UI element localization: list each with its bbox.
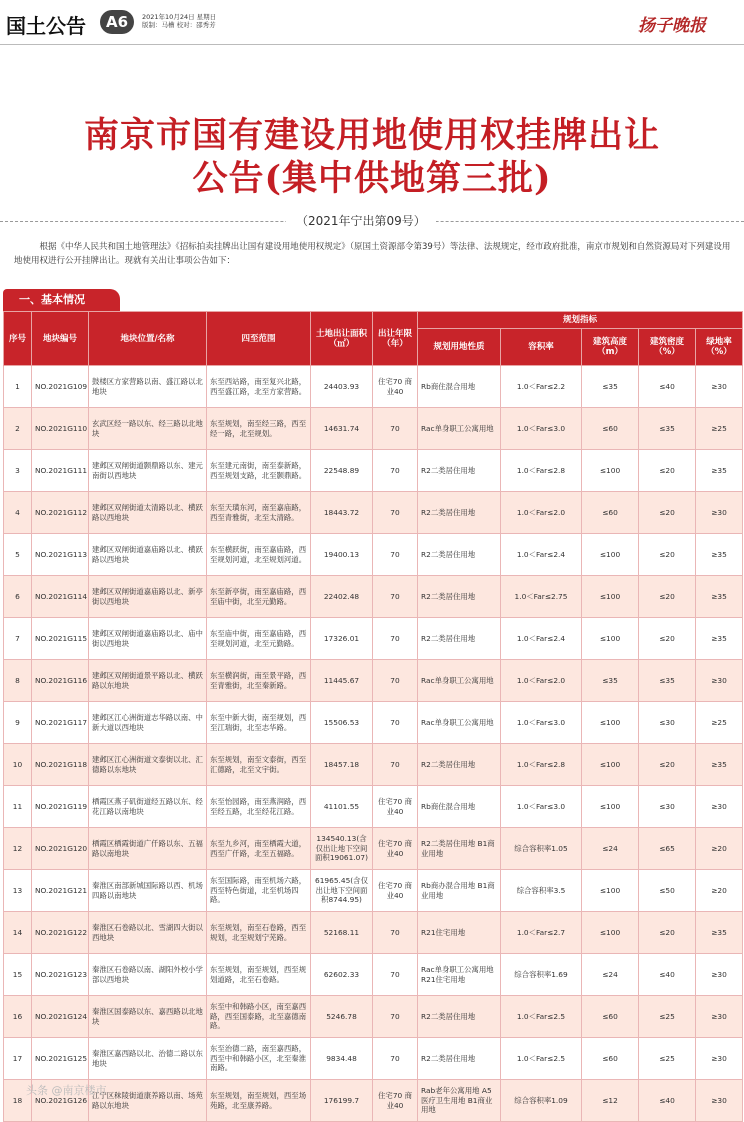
cell-far: 1.0＜Far≤2.5	[501, 1038, 582, 1080]
cell-green: ≥30	[696, 954, 743, 996]
cell-area: 9834.48	[311, 1038, 373, 1080]
date-line-1: 2021年10月24日 星期日	[142, 13, 217, 21]
header-range: 四至范围	[207, 312, 311, 366]
table-row	[4, 870, 743, 912]
cell-use: R2二类居住用地	[418, 492, 501, 534]
cell-density: ≤50	[639, 870, 696, 912]
cell-no: 13	[4, 870, 32, 912]
cell-far: 1.0＜Far≤2.0	[501, 492, 582, 534]
cell-location: 建邺区双闸街道颢鼎路以东、建元南街以西地块	[89, 450, 207, 492]
cell-location: 建邺区双闸街道太清路以北、横跃路以西地块	[89, 492, 207, 534]
cell-years: 住宅70 商业40	[373, 870, 418, 912]
cell-location: 建邺区双闸街道嘉庙路以北、横跃路以西地块	[89, 534, 207, 576]
cell-height: ≤100	[582, 912, 639, 954]
cell-area: 18457.18	[311, 744, 373, 786]
header-far: 容积率	[501, 329, 582, 366]
cell-height: ≤60	[582, 408, 639, 450]
cell-density: ≤65	[639, 828, 696, 870]
cell-location: 建邺区江心洲街道志华路以南、中新大道以西地块	[89, 702, 207, 744]
table-row	[4, 702, 743, 744]
cell-no: 17	[4, 1038, 32, 1080]
cell-green: ≥25	[696, 702, 743, 744]
cell-density: ≤20	[639, 744, 696, 786]
cell-range: 东至规划，南至规划，西至规划道路，北至石卷路。	[207, 954, 311, 996]
table-row	[4, 576, 743, 618]
cell-code: NO.2021G114	[32, 576, 89, 618]
cell-years: 70	[373, 660, 418, 702]
header-planning: 规划指标	[418, 312, 743, 329]
cell-green: ≥35	[696, 576, 743, 618]
cell-no: 5	[4, 534, 32, 576]
header-code: 地块编号	[32, 312, 89, 366]
cell-green: ≥30	[696, 660, 743, 702]
cell-far: 1.0＜Far≤2.5	[501, 996, 582, 1038]
header-height: 建筑高度（m）	[582, 329, 639, 366]
cell-code: NO.2021G115	[32, 618, 89, 660]
cell-height: ≤60	[582, 996, 639, 1038]
cell-no: 1	[4, 366, 32, 408]
cell-code: NO.2021G111	[32, 450, 89, 492]
cell-location: 秦淮区国泰路以东、嘉西路以北地块	[89, 996, 207, 1038]
cell-density: ≤40	[639, 954, 696, 996]
cell-green: ≥35	[696, 534, 743, 576]
cell-range: 东至新亭街，南至嘉庙路，西至庙中街，北至元勤路。	[207, 576, 311, 618]
cell-code: NO.2021G119	[32, 786, 89, 828]
cell-density: ≤20	[639, 534, 696, 576]
date-line-2: 版制：马槽 校对：邵秀芳	[142, 21, 216, 29]
cell-green: ≥30	[696, 786, 743, 828]
cell-height: ≤100	[582, 870, 639, 912]
cell-no: 14	[4, 912, 32, 954]
cell-code: NO.2021G112	[32, 492, 89, 534]
cell-range: 东至中和韩路小区，南至嘉西路，西至国泰路，北至嘉德南路。	[207, 996, 311, 1038]
cell-code: NO.2021G126	[32, 1080, 89, 1122]
cell-no: 12	[4, 828, 32, 870]
cell-years: 70	[373, 1038, 418, 1080]
cell-range: 东至规划，南至石卷路，西至规划，北至规划宁芜路。	[207, 912, 311, 954]
cell-green: ≥30	[696, 366, 743, 408]
cell-years: 70	[373, 618, 418, 660]
cell-location: 建邺区双闸街道景平路以北、横跃路以东地块	[89, 660, 207, 702]
table-row	[4, 618, 743, 660]
headline-line-2: 公告(集中供地第三批)	[192, 158, 552, 199]
cell-far: 综合容积率3.5	[501, 870, 582, 912]
table-row	[4, 954, 743, 996]
cell-height: ≤100	[582, 534, 639, 576]
cell-area: 14631.74	[311, 408, 373, 450]
cell-range: 东至庙中街，南至嘉庙路，西至规划河道，北至元勤路。	[207, 618, 311, 660]
cell-density: ≤20	[639, 618, 696, 660]
cell-code: NO.2021G109	[32, 366, 89, 408]
cell-years: 住宅70 商业40	[373, 1080, 418, 1122]
cell-code: NO.2021G124	[32, 996, 89, 1038]
cell-no: 6	[4, 576, 32, 618]
cell-use: Rac单身职工公寓用地	[418, 408, 501, 450]
header-green: 绿地率（%）	[696, 329, 743, 366]
cell-area: 5246.78	[311, 996, 373, 1038]
cell-location: 秦淮区石卷路以南、湖阳外校小学部以西地块	[89, 954, 207, 996]
cell-range: 东至中新大街，南至规划，西至江瑞街，北至志华路。	[207, 702, 311, 744]
cell-use: Rac单身职工公寓用地	[418, 702, 501, 744]
cell-far: 1.0＜Far≤2.0	[501, 660, 582, 702]
header-no: 序号	[4, 312, 32, 366]
cell-height: ≤100	[582, 702, 639, 744]
issue-date	[142, 13, 292, 29]
cell-no: 9	[4, 702, 32, 744]
cell-range: 东至西站路，南至复兴北路，西至盛江路，北至方家营路。	[207, 366, 311, 408]
table-row	[4, 1080, 743, 1122]
cell-green: ≥30	[696, 492, 743, 534]
cell-location: 建邺区双闸街道嘉庙路以北、新亭街以西地块	[89, 576, 207, 618]
cell-area: 18443.72	[311, 492, 373, 534]
cell-location: 建邺区双闸街道嘉庙路以北、庙中街以西地块	[89, 618, 207, 660]
cell-area: 134540.13(含仅出让地下空间面积19061.07)	[311, 828, 373, 870]
cell-density: ≤25	[639, 1038, 696, 1080]
cell-height: ≤100	[582, 450, 639, 492]
table-row	[4, 492, 743, 534]
cell-no: 2	[4, 408, 32, 450]
cell-range: 东至九乡河，南至栖霞大道，西至广仟路，北至五福路。	[207, 828, 311, 870]
cell-no: 15	[4, 954, 32, 996]
cell-height: ≤100	[582, 618, 639, 660]
cell-no: 7	[4, 618, 32, 660]
cell-far: 1.0＜Far≤2.75	[501, 576, 582, 618]
cell-no: 11	[4, 786, 32, 828]
cell-code: NO.2021G116	[32, 660, 89, 702]
cell-far: 综合容积率1.05	[501, 828, 582, 870]
cell-range: 东至天璜东河，南至嘉庙路，西至青雅街，北至太清路。	[207, 492, 311, 534]
cell-location: 栖霞区燕子矶街道经五路以东、经花江路以南地块	[89, 786, 207, 828]
cell-location: 建邺区江心洲街道文泰街以北、汇德路以东地块	[89, 744, 207, 786]
cell-no: 8	[4, 660, 32, 702]
cell-green: ≥25	[696, 408, 743, 450]
cell-code: NO.2021G121	[32, 870, 89, 912]
cell-far: 综合容积率1.69	[501, 954, 582, 996]
cell-green: ≥30	[696, 1038, 743, 1080]
cell-range: 东至规划，南至规划，西至场苑路，北至康养路。	[207, 1080, 311, 1122]
cell-area: 52168.11	[311, 912, 373, 954]
table-row	[4, 660, 743, 702]
cell-green: ≥35	[696, 450, 743, 492]
cell-no: 18	[4, 1080, 32, 1122]
section-heading: 一、基本情况	[3, 289, 120, 311]
cell-far: 1.0＜Far≤3.0	[501, 786, 582, 828]
cell-use: Rb商住混合用地	[418, 366, 501, 408]
cell-location: 鼓楼区方家营路以南、盛江路以北地块	[89, 366, 207, 408]
cell-far: 1.0＜Far≤2.7	[501, 912, 582, 954]
cell-location: 江宁区秣陵街道康养路以南、场苑路以东地块	[89, 1080, 207, 1122]
cell-height: ≤24	[582, 954, 639, 996]
cell-area: 41101.55	[311, 786, 373, 828]
cell-density: ≤40	[639, 366, 696, 408]
intro-paragraph: 根据《中华人民共和国土地管理法》《招标拍卖挂牌出让国有建设用地使用权规定》（原国土资源部令第39号）等法律、法规规定，经市政府批准，南京市规划和自然资源局对下列建设用地使用权进行公开挂牌出让。现就有关出让事项公告如下：	[14, 242, 731, 266]
header-location: 地块位置/名称	[89, 312, 207, 366]
cell-use: Rb商住混合用地	[418, 786, 501, 828]
cell-code: NO.2021G125	[32, 1038, 89, 1080]
cell-area: 61965.45(含仅出让地下空间面积8744.95)	[311, 870, 373, 912]
cell-use: Rac单身职工公寓用地	[418, 660, 501, 702]
cell-green: ≥35	[696, 618, 743, 660]
cell-years: 70	[373, 450, 418, 492]
cell-area: 24403.93	[311, 366, 373, 408]
cell-range: 东至治德二路，南至嘉西路，西至中和韩路小区，北至秦淮南路。	[207, 1038, 311, 1080]
cell-range: 东至建元南街，南至泰新路，西至规划支路，北至颢鼎路。	[207, 450, 311, 492]
cell-height: ≤35	[582, 660, 639, 702]
cell-years: 70	[373, 534, 418, 576]
table-row	[4, 786, 743, 828]
cell-area: 15506.53	[311, 702, 373, 744]
cell-area: 22402.48	[311, 576, 373, 618]
cell-years: 70	[373, 912, 418, 954]
cell-code: NO.2021G120	[32, 828, 89, 870]
cell-years: 70	[373, 996, 418, 1038]
table-row	[4, 408, 743, 450]
cell-years: 住宅70 商业40	[373, 828, 418, 870]
cell-code: NO.2021G122	[32, 912, 89, 954]
cell-use: R2二类居住用地	[418, 534, 501, 576]
cell-height: ≤24	[582, 828, 639, 870]
cell-green: ≥30	[696, 996, 743, 1038]
cell-years: 70	[373, 492, 418, 534]
cell-area: 19400.13	[311, 534, 373, 576]
cell-no: 3	[4, 450, 32, 492]
cell-location: 秦淮区石卷路以北、雪湖四大街以西地块	[89, 912, 207, 954]
headline-line-1: 南京市国有建设用地使用权挂牌出让	[83, 115, 660, 156]
cell-far: 1.0＜Far≤2.4	[501, 618, 582, 660]
cell-years: 70	[373, 702, 418, 744]
table-row	[4, 912, 743, 954]
cell-years: 70	[373, 576, 418, 618]
cell-use: R2二类居住用地	[418, 996, 501, 1038]
cell-density: ≤20	[639, 576, 696, 618]
header-years: 出让年限（年）	[373, 312, 418, 366]
cell-area: 17326.01	[311, 618, 373, 660]
cell-years: 70	[373, 408, 418, 450]
cell-area: 22548.89	[311, 450, 373, 492]
cell-use: R21住宅用地	[418, 912, 501, 954]
cell-green: ≥30	[696, 1080, 743, 1122]
cell-area: 11445.67	[311, 660, 373, 702]
cell-code: NO.2021G117	[32, 702, 89, 744]
watermark: 头条 @南京楼市	[26, 1084, 107, 1097]
cell-density: ≤40	[639, 1080, 696, 1122]
cell-far: 1.0＜Far≤2.2	[501, 366, 582, 408]
cell-far: 1.0＜Far≤2.8	[501, 450, 582, 492]
newspaper-logo: 扬子晚报	[638, 16, 706, 36]
cell-years: 70	[373, 954, 418, 996]
table-body	[4, 366, 743, 1122]
cell-code: NO.2021G118	[32, 744, 89, 786]
cell-green: ≥35	[696, 912, 743, 954]
cell-location: 秦淮区嘉西路以北、治德二路以东地块	[89, 1038, 207, 1080]
cell-density: ≤20	[639, 450, 696, 492]
cell-use: Rac单身职工公寓用地 R21住宅用地	[418, 954, 501, 996]
header-density: 建筑密度（%）	[639, 329, 696, 366]
cell-range: 东至规划，南至文泰街，西至汇德路，北至文宇街。	[207, 744, 311, 786]
cell-green: ≥20	[696, 828, 743, 870]
cell-height: ≤35	[582, 366, 639, 408]
cell-green: ≥20	[696, 870, 743, 912]
cell-height: ≤60	[582, 492, 639, 534]
cell-far: 1.0＜Far≤3.0	[501, 408, 582, 450]
cell-far: 1.0＜Far≤2.4	[501, 534, 582, 576]
header-area: 土地出让面积（㎡）	[311, 312, 373, 366]
cell-density: ≤25	[639, 996, 696, 1038]
cell-area: 176199.7	[311, 1080, 373, 1122]
table-row	[4, 366, 743, 408]
cell-use: R2二类居住用地	[418, 1038, 501, 1080]
cell-use: Rab老年公寓用地 A5医疗卫生用地 B1商业用地	[418, 1080, 501, 1122]
cell-far: 1.0＜Far≤3.0	[501, 702, 582, 744]
land-table-wrapper	[3, 311, 742, 1115]
cell-height: ≤100	[582, 786, 639, 828]
page-number-badge: A6	[100, 10, 134, 34]
cell-density: ≤30	[639, 786, 696, 828]
cell-use: R2二类居住用地	[418, 576, 501, 618]
cell-height: ≤12	[582, 1080, 639, 1122]
cell-years: 70	[373, 744, 418, 786]
table-row	[4, 534, 743, 576]
cell-area: 62602.33	[311, 954, 373, 996]
cell-location: 栖霞区栖霞街道广仟路以东、五福路以南地块	[89, 828, 207, 870]
cell-location: 秦淮区南部新城国际路以西、机场四路以南地块	[89, 870, 207, 912]
cell-range: 东至国际路，南至机场六路，西至特色街道，北至机场四路。	[207, 870, 311, 912]
cell-use: R2二类居住用地 B1商业用地	[418, 828, 501, 870]
cell-height: ≤100	[582, 744, 639, 786]
cell-use: R2二类居住用地	[418, 744, 501, 786]
land-table	[3, 311, 743, 1122]
cell-range: 东至横跃街，南至嘉庙路，西至规划河道，北至规划河道。	[207, 534, 311, 576]
cell-height: ≤60	[582, 1038, 639, 1080]
table-row	[4, 996, 743, 1038]
cell-years: 住宅70 商业40	[373, 366, 418, 408]
cell-no: 16	[4, 996, 32, 1038]
cell-use: R2二类居住用地	[418, 450, 501, 492]
cell-far: 1.0＜Far≤2.8	[501, 744, 582, 786]
cell-location: 玄武区经一路以东、经三路以北地块	[89, 408, 207, 450]
table-row	[4, 828, 743, 870]
cell-density: ≤30	[639, 702, 696, 744]
cell-use: Rb商办混合用地 B1商业用地	[418, 870, 501, 912]
cell-no: 4	[4, 492, 32, 534]
cell-use: R2二类居住用地	[418, 618, 501, 660]
cell-code: NO.2021G110	[32, 408, 89, 450]
cell-density: ≤20	[639, 492, 696, 534]
cell-no: 10	[4, 744, 32, 786]
table-row	[4, 1038, 743, 1080]
cell-far: 综合容积率1.09	[501, 1080, 582, 1122]
cell-code: NO.2021G113	[32, 534, 89, 576]
cell-density: ≤35	[639, 660, 696, 702]
cell-height: ≤100	[582, 576, 639, 618]
cell-range: 东至怡园路，南至燕润路，西至经五路，北至经花江路。	[207, 786, 311, 828]
cell-range: 东至规划，南至经三路，西至经一路，北至规划。	[207, 408, 311, 450]
cell-density: ≤20	[639, 912, 696, 954]
table-row	[4, 744, 743, 786]
issue-number: （2021年宁出第09号）	[286, 212, 436, 229]
page-header	[0, 0, 744, 45]
header-use: 规划用地性质	[418, 329, 501, 366]
cell-code: NO.2021G123	[32, 954, 89, 996]
cell-green: ≥35	[696, 744, 743, 786]
section-name: 国土公告	[6, 14, 86, 38]
table-row	[4, 450, 743, 492]
cell-range: 东至横润街，南至景平路，西至青雅街，北至秦新路。	[207, 660, 311, 702]
cell-density: ≤35	[639, 408, 696, 450]
cell-years: 住宅70 商业40	[373, 786, 418, 828]
